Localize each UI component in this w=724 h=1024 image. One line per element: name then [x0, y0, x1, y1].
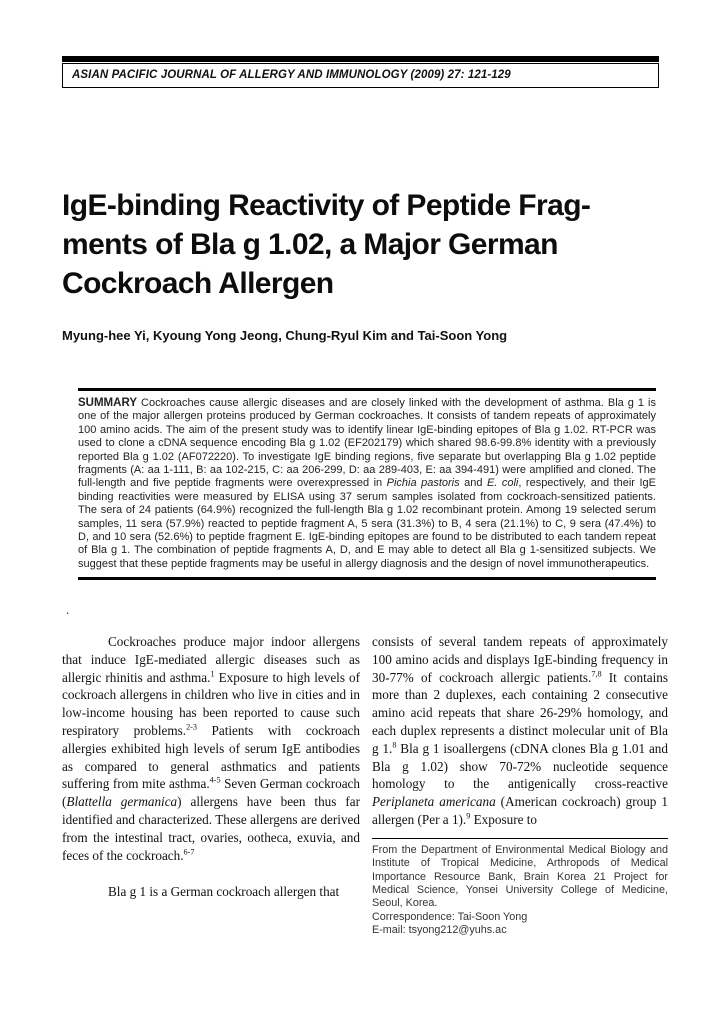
summary-block: [78, 388, 656, 580]
reference-superscript: 6-7: [183, 847, 195, 857]
summary-text-3: , respectively, and their IgE binding reactivities were measured by ELISA using 37 serum samples isolated from cockroach-sensitized patients. The sera of 24 patients (64.9%) recognized the full-length Bla g 1.02 recombinant protein. Among 19 selected serum samples, 11 sera (57.9%) reacted to peptide fragment A, 5 sera (31.3%) to B, 4 sera (21.1%) to C, 9 sera (47.4%) to D, and 10 sera (52.6%) to peptide fragment E. IgE-binding epitopes are found to be distributed to each tandem repeat of Bla g 1. The combination of peptide fragments A, D, and E may able to detect all Bla g 1-sensitized subjects. We suggest that these peptide fragments may be useful in allergy diagnosis and the design of novel immunotherapeutics.: [78, 477, 656, 570]
affiliation-text: From the Department of Environmental Medical Biology and Institute of Tropical Medicine, Arthropods of Medical Importance Resource Bank, Brain Korea 21 Project for Medical Science, Yonsei University College of Medicine, Seoul, Korea.: [372, 843, 668, 910]
left-p1-text-3: Patients with cockroach allergies exhibited high levels of serum IgE antibodies as compared to general asthmatics and patients suffering from mite asthma.: [62, 722, 361, 792]
title-line-3: Cockroach Allergen: [62, 267, 334, 301]
right-p1-text-1: consists of several tandem repeats of approximately 100 amino acids and displays IgE-binding frequency in 30-77% of cockroach allergic patients.: [372, 634, 668, 685]
summary-paragraph: [78, 397, 656, 571]
right-p1-text-3: Bla g 1 isoallergens (cDNA clones Bla g 1.01 and Bla g 1.02) show 70-72% nucleotide sequence homology to the antigenically cross-reactive: [372, 740, 668, 792]
summary-bottom-rule: [78, 577, 656, 580]
left-p1-text-2: Exposure to high levels of cockroach allergens in children who live in cities and in low-income housing has been reported to cause such respiratory problems.: [62, 669, 360, 738]
reference-superscript: 4-5: [209, 775, 221, 785]
article-title: [62, 186, 662, 303]
journal-header-line: ASIAN PACIFIC JOURNAL OF ALLERGY AND IMMUNOLOGY (2009) 27: 121-129: [62, 63, 659, 88]
body-column-left: [62, 633, 360, 901]
species-name-italic: Blattella germanica: [66, 794, 178, 810]
reference-superscript: 1: [210, 669, 215, 679]
left-p1-text-4: Seven German cockroach (: [62, 776, 360, 810]
reference-superscript: 9: [466, 811, 471, 821]
title-line-2: ments of Bla g 1.02, a Major German: [62, 228, 558, 262]
reference-superscript: 2-3: [186, 722, 197, 732]
left-paragraph-1: [62, 633, 360, 864]
right-p1-text-2: It contains more than 2 duplexes, each containing 2 consecutive amino acid repeats that share 26-29% homology, and each duplex represents a distinct molecular unit of Bla g 1.: [372, 669, 668, 756]
summary-top-rule: [78, 388, 656, 391]
summary-text-2: and: [459, 477, 487, 490]
right-paragraph-1: [372, 633, 668, 829]
right-p1-text-4: (American cockroach) group 1 allergen (Per a 1).: [372, 794, 668, 827]
authors-line: Myung-hee Yi, Kyoung Yong Jeong, Chung-Ryul Kim and Tai-Soon Yong: [62, 328, 508, 343]
title-line-1: IgE-binding Reactivity of Peptide Frag-: [62, 189, 591, 223]
reference-superscript: 8: [392, 740, 397, 750]
journal-header-box: [62, 56, 659, 88]
correspondence-line: Correspondence: Tai-Soon Yong: [372, 910, 528, 923]
species-name-italic: Periplaneta americana: [372, 794, 496, 810]
left-p1-text-5: ) allergens have been thus far identified and characterized. These allergens are derived from the intestinal tract, ovaries, ootheca, exuvia, and feces of the cockroach.: [62, 794, 360, 863]
left-p1-text-1: Cockroaches produce major indoor allergens that induce IgE-mediated allergic diseases such as allergic rhinitis and asthma.: [62, 634, 360, 685]
summary-label: SUMMARY: [78, 397, 137, 409]
affiliation-footnote: [372, 838, 668, 938]
stray-period-mark: .: [66, 602, 70, 617]
left-paragraph-2: Bla g 1 is a German cockroach allergen that: [108, 884, 340, 900]
right-p1-text-5: Exposure to: [470, 811, 537, 827]
summary-italic-species-1: Pichia pastoris: [386, 477, 460, 490]
email-line: E-mail: tsyong212@yuhs.ac: [372, 924, 507, 937]
header-top-bar: [62, 56, 659, 62]
summary-text-1: Cockroaches cause allergic diseases and are closely linked with the development of asthma. Bla g 1 is one of the major allergen proteins produced by German cockroaches. It consists of tandem repeats of approximately 100 amino acids. The aim of the present study was to identify linear IgE-binding epitopes of Bla g 1.02. RT-PCR was used to clone a cDNA sequence encoding Bla g 1.02 (EF202179) which shared 98.6-99.8% identity with a previously reported Bla g 1.02 (AF072220). To investigate IgE binding regions, five separate but overlapping Bla g 1.02 peptide fragments (A: aa 1-111, B: aa 102-215, C: aa 206-299, D: aa 289-403, E: aa 394-491) were amplified and cloned. The full-length and five peptide fragments were overexpressed in: [78, 397, 656, 490]
summary-italic-species-2: E. coli: [486, 477, 519, 490]
reference-superscript: 7,8: [591, 669, 602, 679]
body-column-right: [372, 633, 668, 938]
